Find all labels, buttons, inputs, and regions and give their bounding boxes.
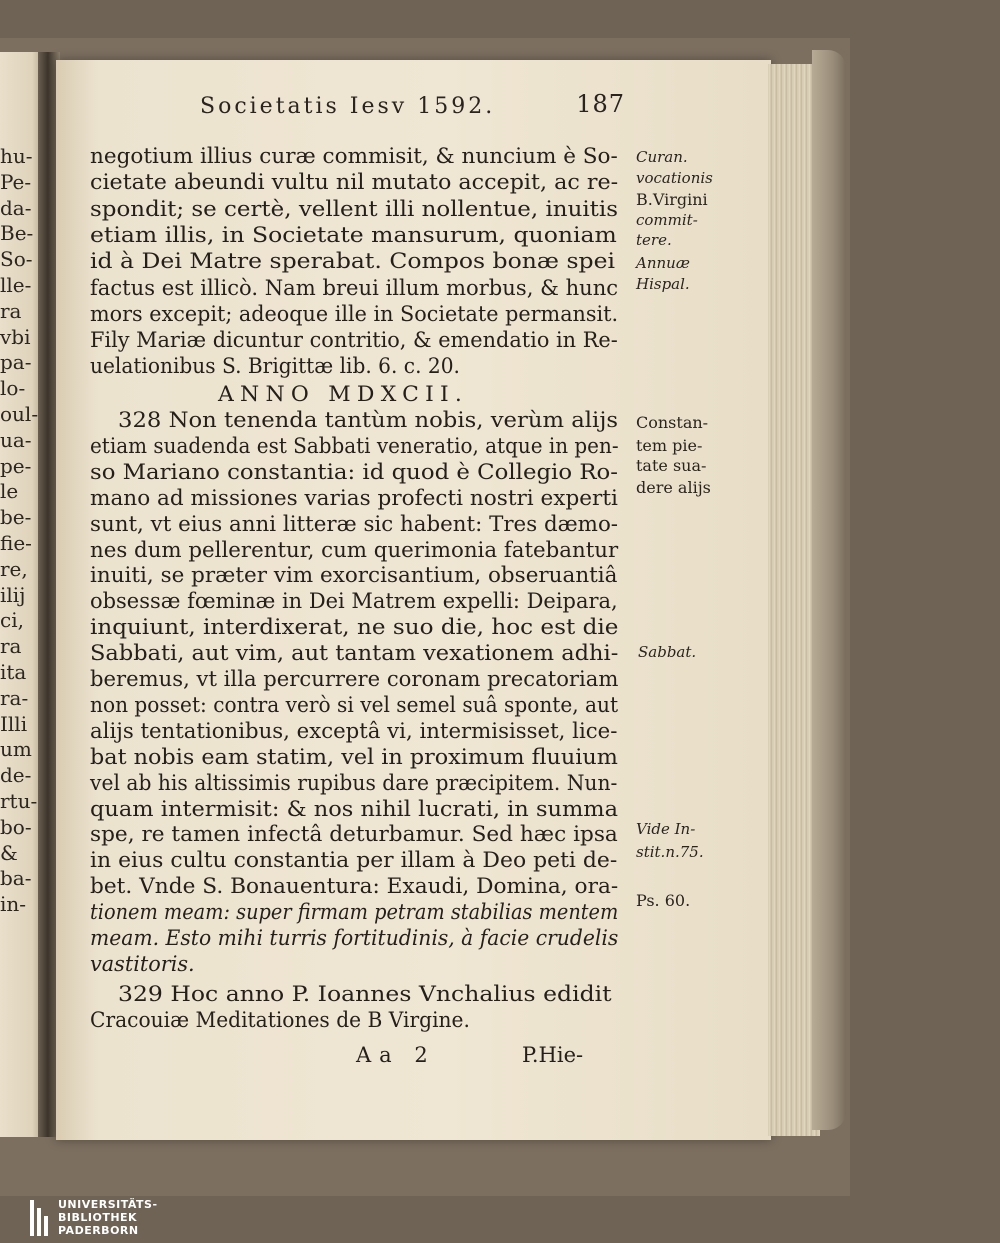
margin-note: Vide In- (636, 820, 696, 838)
body-text-line: nes dum pellerentur, cum querimonia fatebantur (90, 537, 619, 562)
body-text-line: id à Dei Matre sperabat. Compos bonæ spei (90, 249, 616, 274)
body-text-line: 329 Hoc anno P. Ioannes Vnchalius edidit (118, 981, 612, 1006)
left-page-fragment: ra (0, 298, 22, 323)
margin-note: Constan- (636, 413, 709, 432)
body-text-line: Fily Mariæ dicuntur contritio, & emendatio in Re- (90, 328, 618, 353)
left-page-fragment: le (0, 479, 19, 504)
left-page-fragment: ra (0, 634, 22, 659)
left-page-fragment: vbi (0, 324, 31, 349)
left-page-fragment: lle- (0, 273, 32, 297)
body-text-line: etiam illis, in Societate mansurum, quoniam (90, 222, 617, 247)
body-text-line: spondit; se certè, vellent illi nollentue, inuitis (90, 196, 619, 221)
left-page-fragment: be- (0, 505, 32, 530)
body-text-line: spe, re tamen infectâ deturbamur. Sed hæc ipsa (90, 822, 618, 847)
left-page-fragment: Illi (0, 711, 28, 736)
body-text-line: vastitoris. (90, 951, 195, 976)
logo-line-2: BIBLIOTHEK (58, 1211, 138, 1224)
catchword: P.Hie- (522, 1043, 584, 1067)
left-page-fragment: um (0, 737, 32, 762)
margin-note: Sabbat. (638, 643, 697, 661)
body-text-line: non posset: contra verò si vel semel suâ sponte, aut (90, 692, 619, 717)
left-page-fragment: ci, (0, 608, 24, 633)
left-page-fragment: da- (0, 195, 32, 220)
margin-note: B.Virgini (636, 190, 708, 209)
body-text-line: mano ad missiones varias profecti nostri experti (90, 485, 618, 510)
body-text-line: mors excepit; adeoque ille in Societate permansit. (90, 301, 619, 326)
body-text-line: Cracouiæ Meditationes de B Virgine. (90, 1007, 470, 1032)
margin-note: vocationis (636, 169, 713, 187)
body-text-line: vel ab his altissimis rupibus dare præcipitem. Nun- (90, 770, 618, 795)
body-text-line: bet. Vnde S. Bonauentura: Exaudi, Domina, ora- (90, 874, 619, 899)
body-text-line: uelationibus S. Brigittæ lib. 6. c. 20. (90, 354, 460, 379)
left-page-fragment: ba- (0, 866, 32, 891)
left-page-fragment: & (0, 840, 18, 865)
left-page-fragment: fie- (0, 531, 32, 555)
left-page-fragment: Be- (0, 221, 34, 246)
signature-mark: Aa 2 (356, 1043, 436, 1067)
margin-note: Annuæ (636, 254, 690, 272)
body-text-line: beremus, vt illa percurrere coronam precatoriam (90, 667, 619, 691)
margin-note: tate sua- (636, 456, 707, 475)
logo-line-1: UNIVERSITÄTS- (58, 1198, 158, 1211)
left-page-fragment: hu- (0, 144, 33, 168)
left-page-fragment: ita (0, 660, 27, 684)
margin-note: Ps. 60. (636, 891, 691, 910)
left-page-fragment: ilij (0, 582, 26, 607)
body-text-line: meam. Esto mihi turris fortitudinis, à facie crudelis (90, 926, 619, 950)
book-board (812, 50, 846, 1130)
page-number: 187 (576, 90, 625, 118)
body-text-line: quam intermisit: & nos nihil lucrati, in summa (90, 796, 619, 821)
margin-note: Curan. (636, 148, 688, 166)
left-page-fragment: Pe- (0, 169, 32, 194)
body-text-line: in eius cultu constantia per illam à Deo peti de- (90, 848, 618, 873)
body-text-line: inquiunt, interdixerat, ne suo die, hoc est die (90, 615, 619, 640)
margin-note: Hispal. (636, 275, 690, 293)
left-page-fragment: re, (0, 556, 28, 581)
library-logo-text (58, 1198, 158, 1237)
margin-note: tem pie- (636, 436, 703, 455)
left-page-fragment: So- (0, 247, 33, 272)
margin-note: commit- (636, 211, 698, 229)
body-text-line: tionem meam: super firmam petram stabilias mentem (90, 900, 619, 925)
left-page-fragment: pe- (0, 453, 32, 478)
logo-line-3: PADERBORN (58, 1224, 139, 1237)
page-header (145, 90, 635, 124)
body-text-line: so Mariano constantia: id quod è Collegio Ro- (90, 459, 618, 484)
body-text-line: negotium illius curæ commisit, & nuncium è So- (90, 144, 618, 168)
library-logo-icon (30, 1200, 50, 1236)
body-text-line: sunt, vt eius anni litteræ sic habent: Tres dæmo- (90, 511, 619, 536)
left-page-fragment: lo- (0, 376, 26, 401)
left-page-fragment: pa- (0, 350, 32, 375)
body-text-line: cietate abeundi vultu nil mutato accepit, ac re- (90, 170, 619, 195)
left-page-fragment: ra- (0, 685, 29, 710)
body-text-line: inuiti, se præter vim exorcisantium, obseruantiâ (90, 563, 618, 588)
margin-note: dere alijs (636, 478, 711, 497)
left-page-fragment: rtu- (0, 789, 38, 813)
body-text-line: 328 Non tenenda tantùm nobis, verùm alijs (118, 408, 619, 432)
body-text-line: etiam suadenda est Sabbati veneratio, atque in pen- (90, 433, 619, 458)
body-text-line: bat nobis eam statim, vel in proximum fluuium (90, 744, 618, 769)
left-page-fragment: bo- (0, 814, 32, 839)
margin-note: stit.n.75. (636, 843, 704, 861)
left-page-fragment: ua- (0, 427, 32, 452)
body-text-line: obsessæ fœminæ in Dei Matrem expelli: Deipara, (90, 589, 618, 614)
running-title: Societatis Iesv 1592. (200, 94, 496, 119)
left-page-fragment: in- (0, 892, 27, 917)
margin-note: tere. (636, 231, 672, 249)
left-page-fragment: de- (0, 763, 32, 788)
body-text-line: factus est illicò. Nam breui illum morbus, & hunc (90, 275, 619, 300)
left-page-fragment: oul- (0, 402, 39, 426)
body-text-line: Sabbati, aut vim, aut tantam vexationem adhi- (90, 641, 619, 666)
body-text-line: alijs tentationibus, exceptâ vi, intermisisset, lice- (90, 718, 618, 743)
section-heading: ANNO MDXCII. (218, 382, 469, 406)
